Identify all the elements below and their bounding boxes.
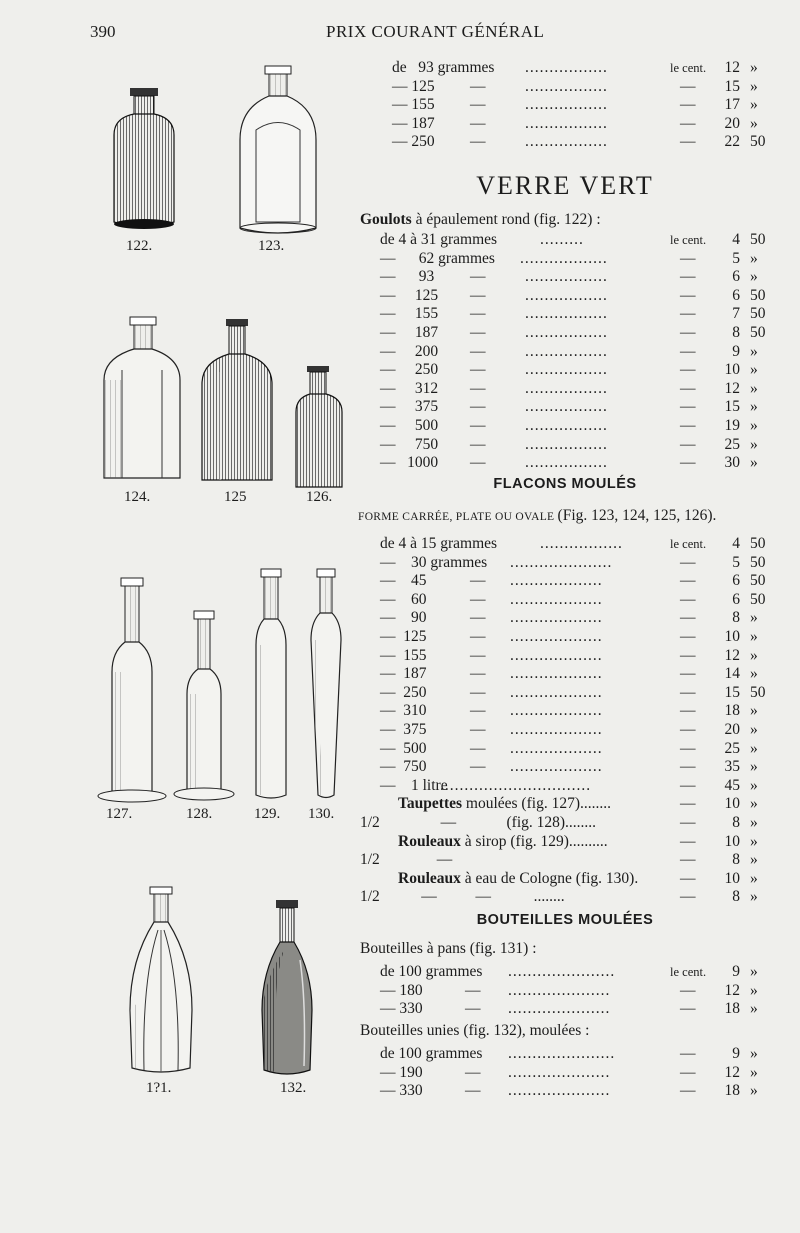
price-row: — 190 — ..................... — 12 » [380, 1063, 758, 1081]
price-list-flacons [360, 535, 770, 907]
price-row: — 90 — ................... — 8 » [380, 609, 758, 627]
price-row: — 187 — ................... — 14 » [380, 665, 758, 683]
caption-132: 132. [280, 1080, 307, 1096]
price-row: de 4 à 31 grammes ......... le cent. 4 50 [380, 231, 766, 248]
price-row: — 1000 — ................. — 30 » [380, 454, 758, 472]
caption-128: 128. [186, 806, 213, 822]
caption-126: 126. [306, 489, 333, 505]
price-list-continuation [360, 59, 770, 152]
goulots-intro: Goulots à épaulement rond (fig. 122) : [360, 211, 601, 228]
bottle-fig-127 [98, 578, 166, 802]
section-title-bouteilles: BOUTEILLES MOULÉES [476, 912, 654, 928]
price-row: — 60 — ................... — 6 50 [380, 590, 766, 608]
price-row: — 250 — ................. — 10 » [380, 361, 758, 379]
bottle-fig-129 [256, 569, 286, 798]
price-row: — 500 — ................. — 19 » [380, 416, 758, 434]
price-row: de 100 grammes ...................... le cent. 9 » [380, 963, 758, 980]
bottle-fig-132 [262, 900, 312, 1074]
bottle-fig-122 [114, 88, 174, 229]
price-row: — 45 — ................... — 6 50 [380, 572, 766, 590]
price-list-verre-vert [360, 231, 770, 473]
price-row: — 330 — ..................... — 18 » [380, 1082, 758, 1100]
section-title-flacons: FLACONS MOULÉS [493, 476, 637, 492]
bottle-fig-123 [240, 66, 316, 233]
bottle-engravings [0, 0, 360, 1233]
price-row: — 155 — ................... — 12 » [380, 646, 758, 664]
price-row: — 93 — ................. — 6 » [380, 268, 758, 286]
price-row: — 187 — ................. — 8 50 [380, 323, 766, 341]
pans-intro: Bouteilles à pans (fig. 131) : [360, 940, 537, 957]
price-row: — 375 — ................. — 15 » [380, 398, 758, 416]
price-row: — 500 — ................... — 25 » [380, 739, 758, 757]
price-row: — 1 litre ............................... — 45 » [380, 776, 758, 794]
price-row: — 200 — ................. — 9 » [380, 342, 758, 360]
caption-124: 124. [124, 489, 151, 505]
price-row: de 100 grammes ...................... — 9 » [380, 1045, 758, 1062]
section-title-verre-vert: VERRE VERT [476, 171, 654, 200]
price-list-unies [360, 1045, 770, 1101]
price-row: — 62 grammes .................. — 5 » [380, 249, 758, 267]
price-row: de 4 à 15 grammes ................. le cent. 4 50 [380, 535, 766, 552]
price-row-special: 1/2 — — ........ — 8 » [360, 888, 758, 906]
price-row: — 250 — ................... — 15 50 [380, 683, 766, 701]
bottle-fig-128 [174, 611, 234, 800]
caption-131: 1⁠?⁠1. [146, 1080, 172, 1096]
price-row: de 93 grammes ................. le cent. 12 » [392, 59, 758, 76]
price-row: — 155 — ................. — 17 » [392, 96, 758, 114]
caption-123: 123. [258, 238, 285, 254]
price-row: — 125 — ................. — 6 50 [380, 286, 766, 304]
bottle-fig-125 [202, 319, 272, 480]
caption-127: 127. [106, 806, 133, 822]
running-title: PRIX COURANT GÉNÉRAL [326, 22, 545, 41]
price-row: — 125 — ................... — 10 » [380, 627, 758, 645]
bottle-fig-124 [104, 317, 180, 478]
unies-intro: Bouteilles unies (fig. 132), moulées : [360, 1022, 590, 1039]
price-row: — 330 — ..................... — 18 » [380, 1000, 758, 1018]
price-row-special: Rouleaux à eau de Cologne (fig. 130). — 10 » [398, 869, 758, 887]
caption-129: 129. [254, 806, 281, 822]
price-row: — 312 — ................. — 12 » [380, 379, 758, 397]
price-row-special: Taupettes moulées (fig. 127)........ — 10 » [398, 795, 758, 813]
price-list-pans [360, 963, 770, 1019]
bottle-fig-126 [296, 366, 342, 487]
caption-122: 122. [126, 238, 153, 254]
price-row: — 750 — ................. — 25 » [380, 435, 758, 453]
price-row: — 180 — ..................... — 12 » [380, 981, 758, 999]
price-row: — 187 — ................. — 20 » [392, 114, 758, 132]
bottle-fig-130 [311, 569, 341, 798]
caption-130: 130. [308, 806, 335, 822]
flacons-subtitle: FORME CARRÉE, PLATE OU OVALE (Fig. 123, 124, 125, 126). [358, 507, 717, 524]
price-row: — 250 — ................. — 22 50 [392, 133, 766, 151]
price-row: — 155 — ................. — 7 50 [380, 305, 766, 323]
figures-column [0, 0, 360, 1233]
price-row-special: 1/2 — — 8 » [360, 851, 758, 869]
price-row: — 375 — ................... — 20 » [380, 720, 758, 738]
price-row: — 750 — ................... — 35 » [380, 758, 758, 776]
price-row: — 310 — ................... — 18 » [380, 702, 758, 720]
price-row-special: Rouleaux à sirop (fig. 129).......... — 10 » [398, 832, 758, 850]
price-row-special: 1/2 — (fig. 128)........ — 8 » [360, 813, 758, 831]
price-row: — 125 — ................. — 15 » [392, 77, 758, 95]
bottle-fig-131 [130, 887, 192, 1072]
price-row: — 30 grammes ..................... — 5 50 [380, 553, 766, 571]
caption-125: 125 [224, 489, 247, 505]
page-number: 390 [90, 22, 116, 41]
